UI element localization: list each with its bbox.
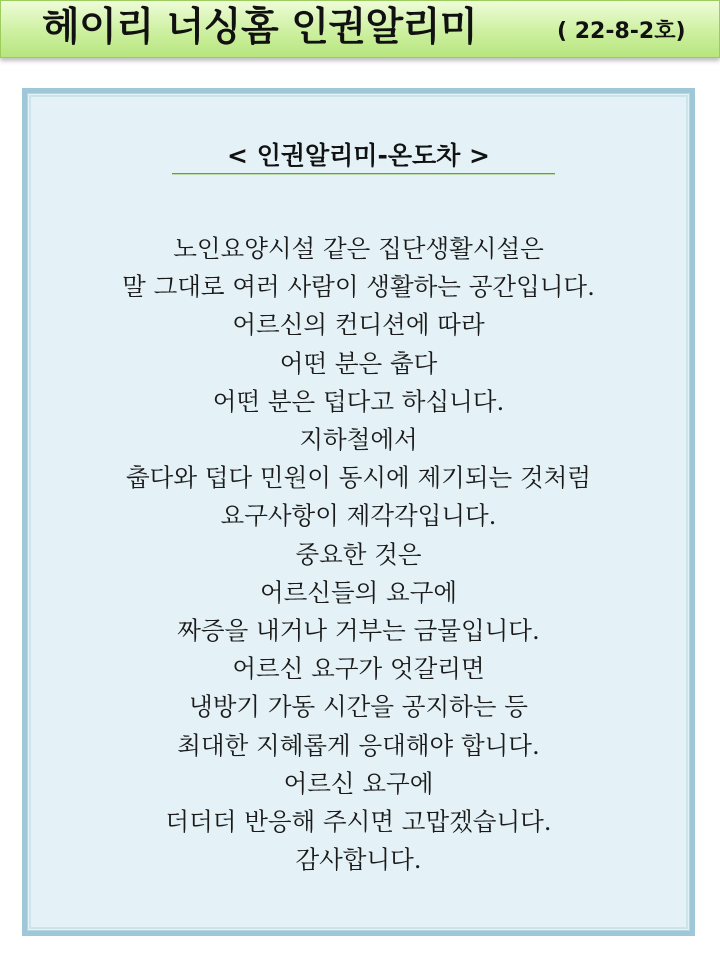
issue-number: ( 22-8-2호): [557, 19, 686, 44]
notice-heading: < 인권알리미-온도차 >: [227, 141, 490, 170]
body-line: 중요한 것은: [295, 539, 422, 569]
notice-frame: [22, 88, 695, 936]
body-line: 어르신 요구에: [283, 768, 434, 798]
header-banner: [0, 0, 720, 58]
body-line: 냉방기 가동 시간을 공지하는 등: [189, 692, 528, 722]
body-line: 어떤 분은 덥다고 하십니다.: [212, 386, 505, 416]
body-line: 어르신의 컨디션에 따라: [232, 310, 485, 340]
heading-underline: [172, 173, 555, 175]
body-line: 춥다와 덥다 민원이 동시에 제기되는 것처럼: [126, 463, 591, 493]
body-line: 말 그대로 여러 사람이 생활하는 공간입니다.: [122, 272, 595, 302]
page-title: 헤이리 너싱홈 인권알리미: [42, 5, 478, 50]
body-line: 짜증을 내거나 거부는 금물입니다.: [177, 616, 540, 646]
notice-body: [27, 230, 690, 879]
body-line: 어르신 요구가 엇갈리면: [232, 654, 485, 684]
body-line: 노인요양시설 같은 집단생활시설은: [173, 234, 544, 263]
body-line: 최대한 지혜롭게 응대해야 합니다.: [177, 730, 540, 760]
body-line: 어르신들의 요구에: [259, 577, 458, 607]
body-line: 지하철에서: [299, 425, 418, 455]
body-line: 어떤 분은 춥다: [279, 348, 438, 378]
body-line: 요구사항이 제각각입니다.: [220, 501, 497, 531]
body-line: 더더더 반응해 주시면 고맙겠습니다.: [165, 807, 552, 837]
body-line: 감사합니다.: [295, 845, 422, 875]
